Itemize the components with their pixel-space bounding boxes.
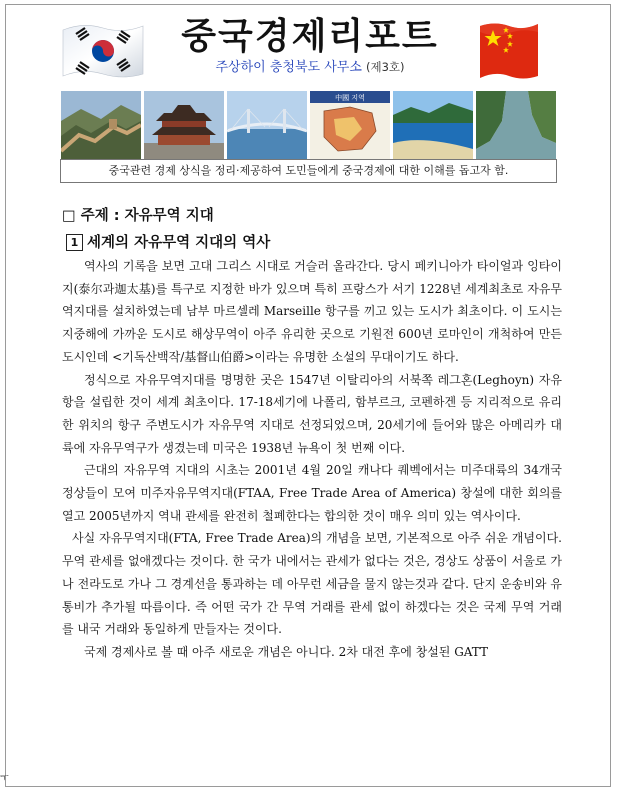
section-heading bbox=[66, 231, 270, 252]
paragraph: 역사의 기록을 보면 고대 그리스 시대로 거슬러 올라간다. 당시 페키니아가 타이얼과 잉타이지(泰尔과迦太基)를 특구로 지정한 바가 있으며 특히 프랑스가 서기 1228년 세계최초로 자유무역지대를 설치하였는데 남부 마르셀레 Marseille 항구를 끼고 있는 도시가 최초이다. 이 도시는 지중해에 가까운 도시로 해상무역이 아주 유리한 곳으로 기원전 600년 로마인이 개척하여 만든 도시인데 <기독산백작/基督山伯爵>이라는 유명한 소설의 무대이기도 하다. bbox=[62, 259, 562, 364]
office-name: 주상하이 충청북도 사무소 bbox=[215, 60, 362, 75]
great-wall-photo bbox=[61, 91, 141, 160]
paragraph: 사실 자유무역지대(FTA, Free Trade Area)의 개념을 보면, 기본적으로 아주 쉬운 개념이다. 무역 관세를 없애겠다는 것이다. 한 국가 내에서는 관세가 없다는 것은, 경상도 상품이 서울로 가나 전라도로 가나 그 경계선을 통과하는 데 아무런 세금을 물지 않는것과 같다. 단지 운송비와 유통비가 추가될 따름이다. 즉 어떤 국가 간 무역 거래를 관세 없이 하겠다는 것은 국제 무역 거래를 내국 거래와 동일하게 만들자는 것이다. bbox=[62, 531, 562, 637]
report-title: 중국경제리포트 bbox=[181, 16, 439, 57]
china-flag-icon bbox=[479, 20, 539, 82]
map-poster-photo bbox=[310, 91, 390, 160]
temple-tower-photo bbox=[144, 91, 224, 160]
coast-bay-photo bbox=[393, 91, 473, 160]
purpose-description: 중국관련 경제 상식을 정리·제공하여 도민들에게 중국경제에 대한 이해를 돕고자 함. bbox=[60, 159, 557, 183]
topic-heading: □ 주제 : 자유무역 지대 bbox=[62, 208, 214, 224]
korea-flag-icon bbox=[61, 22, 145, 80]
paragraph: 국제 경제사로 볼 때 아주 새로운 개념은 아니다. 2차 대전 후에 창설된 GATT bbox=[84, 644, 489, 659]
section-title: 세계의 자유무역 지대의 역사 bbox=[87, 235, 271, 251]
issue-number: (제3호) bbox=[366, 60, 405, 74]
poster-caption: 中國 지역 bbox=[335, 94, 365, 102]
river-valley-photo bbox=[476, 91, 556, 160]
bridge-city-photo bbox=[227, 91, 307, 160]
photo-strip bbox=[61, 91, 556, 160]
corner-mark: ㅜ bbox=[0, 774, 9, 784]
article-body bbox=[62, 255, 562, 664]
report-subtitle bbox=[150, 56, 470, 75]
section-number: 1 bbox=[66, 234, 83, 251]
paragraph: 근대의 자유무역 지대의 시초는 2001년 4월 20일 캐나다 퀘벡에서는 미주대륙의 34개국 정상들이 모여 미주자유무역지대(FTAA, Free Trade Area of America) 창설에 대한 회의를 열고 2005년까지 역내 관세를 완전히 철폐한다는 합의한 것이 매우 의미 있는 역사이다. bbox=[62, 463, 562, 523]
paragraph: 정식으로 자유무역지대를 명명한 곳은 1547년 이탈리아의 서북쪽 레그혼(Leghoyn) 자유항을 설립한 것이 세계 최초이다. 17-18세기에 나폴리, 함부르크, 코펜하겐 등 지리적으로 유리한 위치의 항구 주변도시가 자유무역 지대로 선정되었으며, 20세기에 들어와 많은 아메리카 대륙에 자유무역구가 생겼는데 미국은 1938년 뉴욕이 첫 번째 이다. bbox=[62, 372, 562, 455]
